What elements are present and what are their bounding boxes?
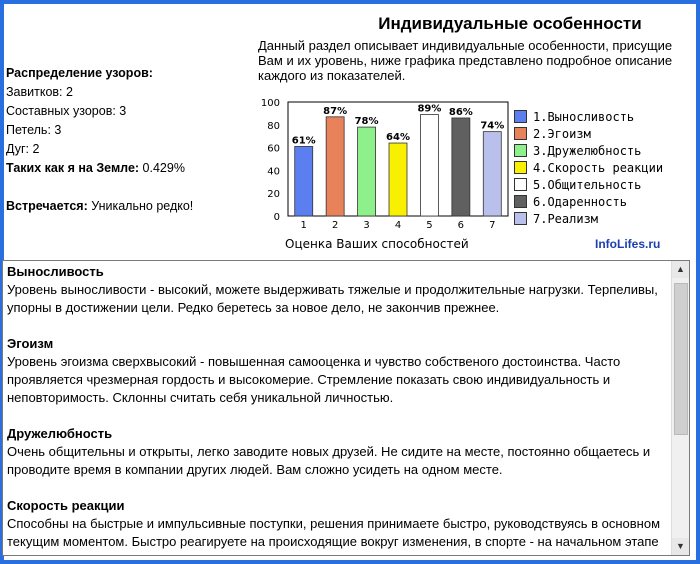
stat-arches: Дуг: 2 [6, 142, 40, 156]
y-tick-label: 100 [260, 98, 280, 109]
legend-swatch [514, 127, 527, 140]
scroll-down-icon[interactable]: ▼ [672, 538, 689, 555]
legend-swatch [514, 178, 527, 191]
stat-whorls: Завитков: 2 [6, 85, 73, 99]
legend-label: 7.Реализм [533, 211, 599, 226]
trait-title: Выносливость [7, 264, 104, 279]
trait-section [7, 263, 669, 317]
legend-swatch [514, 195, 527, 208]
bar-value-label: 86% [448, 106, 473, 118]
section-description: Данный раздел описывает индивидуальные особенности, присущие Вам и их уровень, ниже графика представлено подробное описание каждого из показателей. [258, 38, 673, 83]
legend-swatch [514, 110, 527, 123]
scrollbar[interactable] [671, 261, 689, 555]
trait-title: Дружелюбность [7, 426, 113, 441]
legend-label: 6.Одаренность [533, 194, 627, 209]
trait-title: Эгоизм [7, 336, 54, 351]
trait-section [7, 497, 669, 551]
legend-item [514, 159, 663, 176]
trait-section [7, 425, 669, 479]
trait-title: Скорость реакции [7, 498, 125, 513]
bar-1 [295, 146, 313, 216]
legend-swatch [514, 212, 527, 225]
trait-text: Очень общительны и открыты, легко заводите новых друзей. Не сидите на месте, постоянно общаетесь и проводите время в компании других людей. Вам сложно усидеть на одном месте. [7, 444, 651, 477]
bar-6 [452, 118, 470, 216]
bar-7 [483, 132, 501, 216]
description-textarea[interactable] [2, 260, 690, 556]
legend-item [514, 125, 663, 142]
bar-value-label: 74% [480, 120, 505, 132]
y-tick-label: 20 [267, 189, 280, 201]
x-tick-label: 4 [394, 220, 402, 231]
legend-label: 5.Общительность [533, 177, 642, 192]
legend-swatch [514, 161, 527, 174]
trait-text: Уровень эгоизма сверхвысокий - повышенная самооценка и чувство собственого достоинства. Часто проявляется чрезмерная гордость и высокомерие. Стремление показать свою индивидуальность и неповторимость. Склонны считать себя уникальной личностью. [7, 354, 621, 405]
legend-label: 4.Скорость реакции [533, 160, 664, 175]
bar-value-label: 61% [291, 135, 316, 147]
trait-section [7, 335, 669, 407]
stat-occurs [6, 197, 193, 216]
bar-value-label: 89% [417, 103, 442, 115]
legend-item [514, 108, 663, 125]
occurs-value: Уникально редко! [87, 199, 194, 213]
watermark: InfoLifes.ru [595, 237, 661, 251]
x-tick-label: 1 [300, 220, 307, 231]
stat-composite: Составных узоров: 3 [6, 104, 127, 118]
legend-item [514, 142, 663, 159]
bar-3 [358, 127, 376, 216]
earth-value: 0.429% [139, 161, 185, 175]
x-tick-label: 3 [363, 220, 370, 231]
y-tick-label: 0 [273, 212, 280, 223]
chart-x-label: Оценка Ваших способностей [285, 237, 469, 251]
earth-label: Таких как я на Земле: [6, 161, 140, 175]
legend-item [514, 210, 663, 227]
bar-value-label: 64% [386, 132, 410, 144]
legend-item [514, 176, 663, 193]
page-title: Индивидуальные особенности [378, 14, 642, 33]
occurs-label: Встречается: [6, 199, 88, 213]
stat-earth [6, 159, 193, 178]
bar-2 [326, 117, 344, 216]
x-tick-label: 2 [331, 220, 339, 231]
legend-item [514, 193, 663, 210]
x-tick-label: 7 [489, 220, 496, 231]
trait-text: Уровень выносливости - высокий, можете выдерживать тяжелые и продолжительные нагрузки. Терпеливы, упорны в достижении цели. Редко беретесь за новое дело, не закончив прежнее. [7, 282, 658, 315]
scroll-thumb[interactable] [674, 283, 688, 435]
stat-loops: Петель: 3 [6, 123, 62, 137]
y-tick-label: 60 [267, 143, 280, 155]
legend-swatch [514, 144, 527, 157]
scroll-up-icon[interactable]: ▲ [672, 261, 689, 278]
bar-value-label: 78% [354, 116, 379, 128]
chart-legend [514, 108, 663, 227]
legend-label: 1.Выносливость [533, 109, 635, 124]
bar-4 [389, 143, 407, 216]
bar-5 [420, 115, 438, 216]
y-tick-label: 40 [267, 166, 280, 178]
y-tick-label: 80 [267, 120, 280, 132]
trait-text: Способны на быстрые и импульсивные поступки, решения принимаете быстро, руководствуясь в основном текущим моментом. Быстро реагируете на происходящие вокруг изменения, в спорте - на начальном этапе [7, 516, 661, 549]
description-content [7, 263, 669, 556]
x-tick-label: 6 [457, 220, 465, 231]
stats-heading: Распределение узоров: [6, 66, 153, 80]
legend-label: 2.Эгоизм [533, 126, 591, 141]
x-tick-label: 5 [426, 220, 433, 231]
bar-value-label: 87% [323, 105, 348, 117]
pattern-stats [6, 64, 193, 216]
legend-label: 3.Дружелюбность [533, 143, 642, 158]
